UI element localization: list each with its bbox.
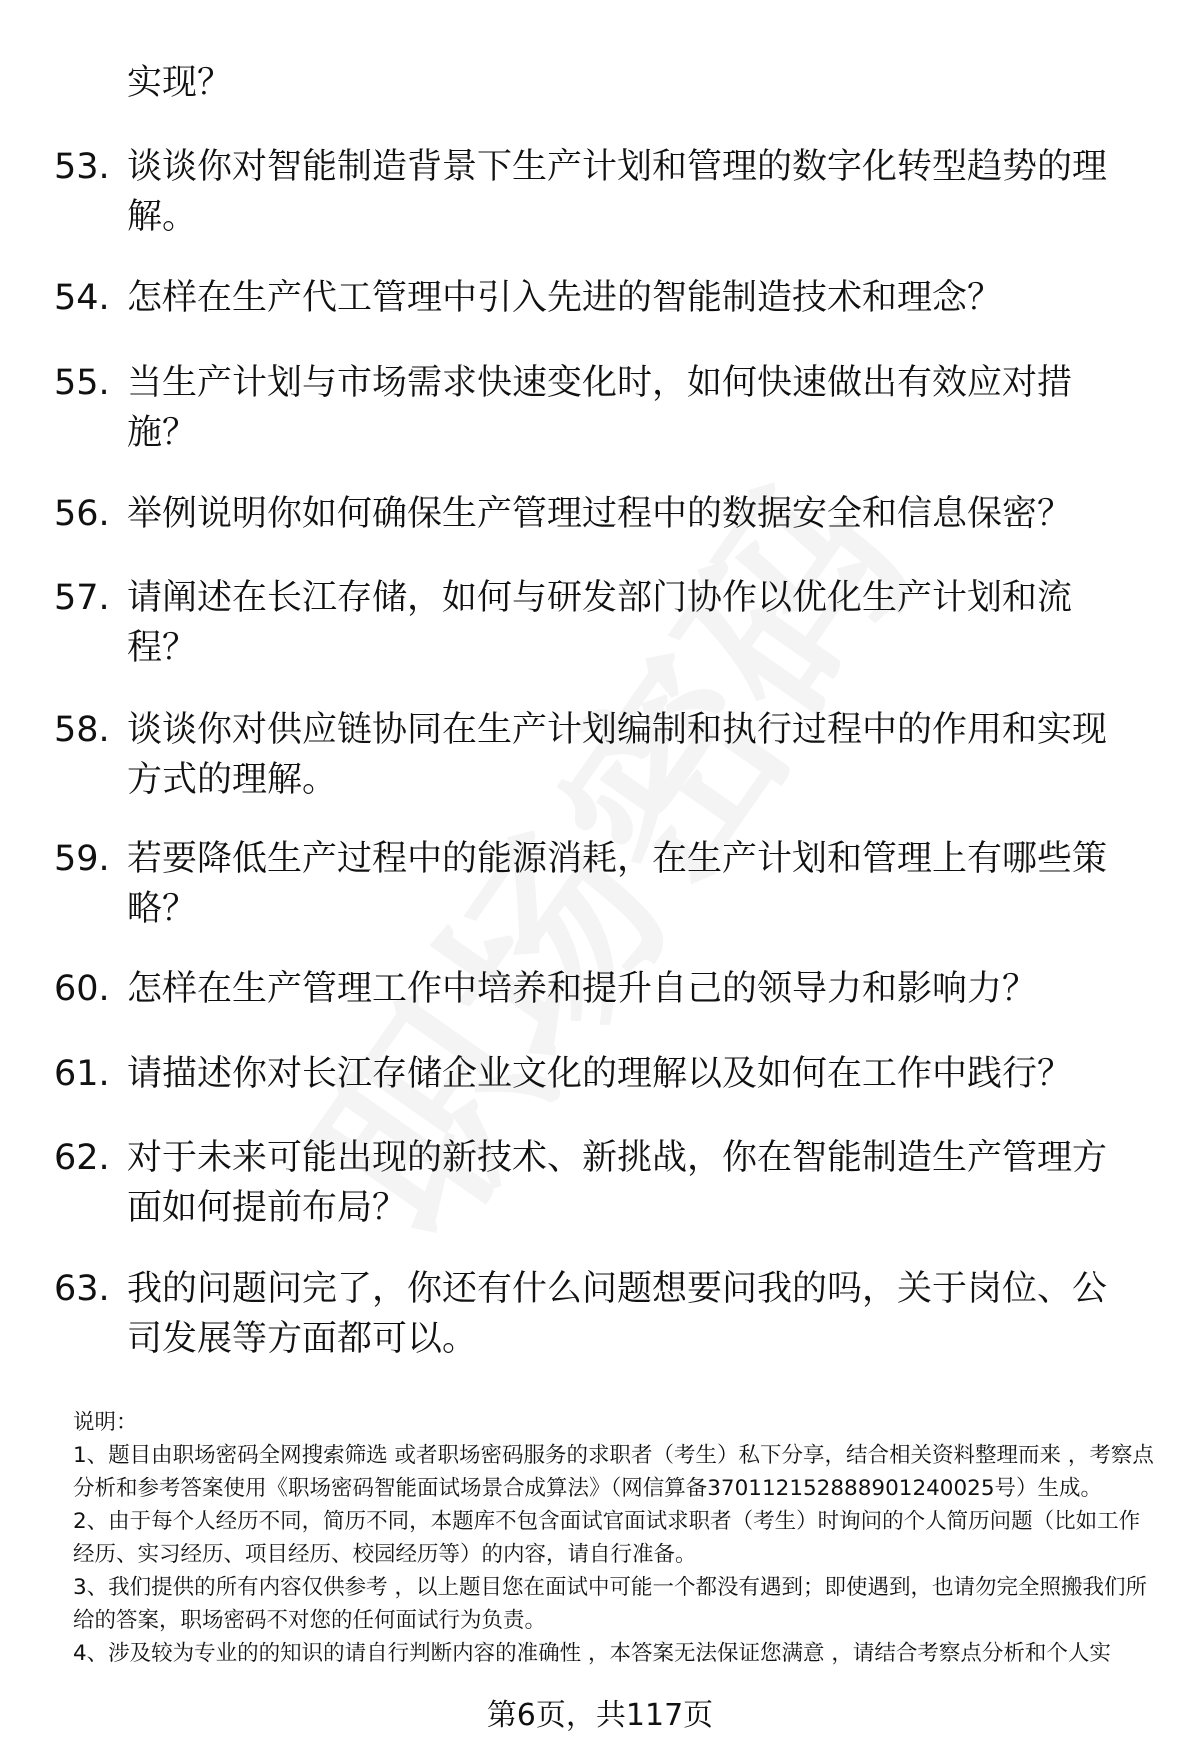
page-number: 第6页，共117页 [486, 1698, 714, 1733]
question-text: 谈谈你对供应链协同在生产计划编制和执行过程中的作用和实现方式的理解。 [127, 710, 1108, 800]
question-number: 55. [54, 363, 110, 403]
question-number: 60. [54, 969, 110, 1009]
question-text: 当生产计划与市场需求快速变化时，如何快速做出有效应对措施？ [127, 363, 1073, 453]
note-item: 3、我们提供的所有内容仅供参考 ，以上题目您在面试中可能一个都没有遇到；即使遇到，也请勿完全照搬我们所给的答案，职场密码不对您的任何面试行为负责。 [73, 1575, 1148, 1633]
question-text: 对于未来可能出现的新技术、新挑战，你在智能制造生产管理方面如何提前布局？ [127, 1138, 1108, 1228]
note-item: 4、涉及较为专业的的知识的请自行判断内容的准确性 ，本答案无法保证您满意 ，请结合考察点分析和个人实 [73, 1641, 1111, 1666]
question-text: 我的问题问完了，你还有什么问题想要问我的吗，关于岗位、公司发展等方面都可以。 [127, 1269, 1108, 1359]
question-text: 若要降低生产过程中的能源消耗，在生产计划和管理上有哪些策略？ [127, 839, 1108, 929]
note-item: 1、题目由职场密码全网搜索筛选 或者职场密码服务的求职者（考生）私下分享，结合相关资料整理而来 ，考察点分析和参考答案使用《职场密码智能面试场景合成算法》（网信算备370112152888901240025号）生成。 [73, 1443, 1154, 1501]
question-text: 请阐述在长江存储，如何与研发部门协作以优化生产计划和流程？ [127, 578, 1073, 668]
question-number: 58. [54, 710, 110, 750]
question-number: 53. [54, 147, 110, 187]
note-item: 2、由于每个人经历不同，简历不同，本题库不包含面试官面试求职者（考生）时询问的个人简历问题（比如工作经历、实习经历、项目经历、校园经历等）的内容，请自行准备。 [73, 1509, 1141, 1567]
question-text: 怎样在生产代工管理中引入先进的智能制造技术和理念？ [127, 278, 1003, 318]
question-text: 怎样在生产管理工作中培养和提升自己的领导力和影响力？ [127, 969, 1038, 1009]
question-number: 59. [54, 839, 110, 879]
question-number: 62. [54, 1138, 110, 1178]
question-number: 63. [54, 1269, 110, 1309]
question-number: 54. [54, 278, 110, 318]
question-number: 61. [54, 1054, 110, 1094]
question-number: 57. [54, 578, 110, 618]
question-number: 56. [54, 494, 110, 534]
notes-title: 说明： [73, 1410, 138, 1435]
notes-section [73, 1406, 1158, 1670]
question-text: 请描述你对长江存储企业文化的理解以及如何在工作中践行？ [127, 1054, 1073, 1094]
question-text: 实现？ [127, 63, 233, 103]
question-text: 举例说明你如何确保生产管理过程中的数据安全和信息保密？ [127, 494, 1073, 534]
question-text: 谈谈你对智能制造背景下生产计划和管理的数字化转型趋势的理解。 [127, 147, 1108, 237]
